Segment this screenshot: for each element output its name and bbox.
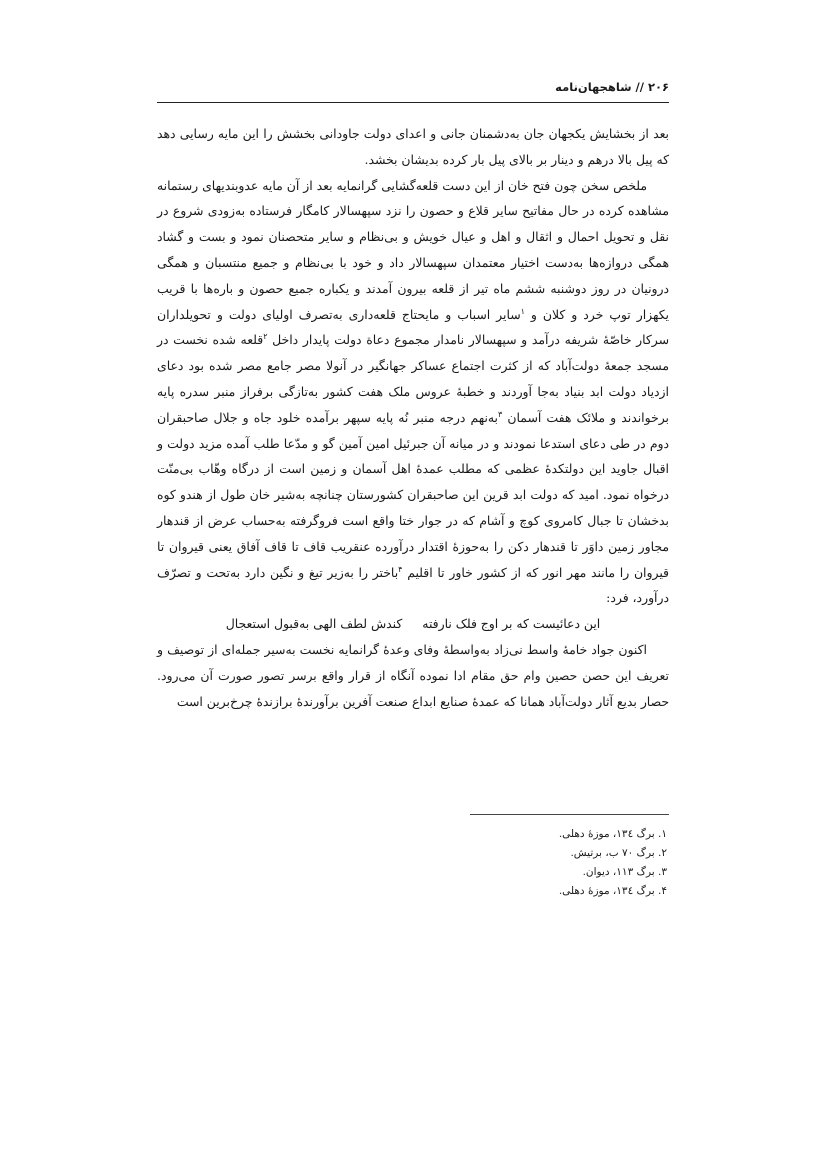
paragraph-2-part-a: ملخص سخن چون فتح خان از این دست قلعه‌گشایی گرانمایه بعد از آن مایه عدوبندیهای رستمانه مشاهده کرده در حال مفاتیح سایر قلاع و حصون را نزد سپهسالار کامگار فرستاده به‌زودی شروع در نقل و تحویل احمال و اثقال و اهل و عیال خویش و بی‌نظام و سایر متحصنان نمود و بست و گشاد همگی دروازه‌ها به‌دست اختیار معتمدان سپهسالار داد و خود با بی‌نظام و جمیع منتسبان و همگی درونیان در روز دوشنبه ششم ماه تیر از قلعه بیرون آمدند و یکباره جمیع حصون و باره‌ها با قریب یکهزار توپ خرد و کلان و <box>157 177 669 322</box>
paragraph-3: اکنون جواد خامهٔ واسط نی‌زاد به‌واسطهٔ وفای وعدهٔ گرانمایه نخست به‌سیر جمله‌ای از توصیف و تعریف این حصن حصین وام حق مقام ادا نموده آنگاه از قرار واقع برسر تصور صورت آن می‌رود. حصار بدیع آثار دولت‌آباد همانا که عمدهٔ صنایع ابداع صنعت آفرین برآورندهٔ برازندهٔ چرخ‌برین است <box>157 641 669 709</box>
paragraph-2-part-c: قلعه شده نخست در مسجد جمعهٔ دولت‌آباد که از کثرت اجتماع عساکر جهانگیر در آنولا مصر جامع مصر شده بود دعای ازدیاد دولت ابد بنیاد به‌جا آوردند و خطبهٔ عروس ملک هفت کشور به‌تازگی برفراز منبر سدره پایه برخواندند و ملائک هفت آسمان <box>157 332 669 425</box>
paragraph-2-part-d: به‌نهم درجه منبر نُه پایه سپهر برآمده خلود جاه و جلال صاحبقران دوم در طی دعای استدعا نمودند و در میانه آن جبرئیل امین آمین گو و مدّعا طلب آمده مزید دولت و اقبال جاوید این دولتکدهٔ عظمی که مطلب عمدهٔ اهل آسمان و زمین است از درگاه وهّاب بی‌منّت درخواه نمود. امید که دولت ابد قرین این صاحبقران کشورستان چنانچه به‌شیر خان طول از هندو کوه بدخشان تا جبال کامروی کوچ و آشام که در جوار ختا واقع است فروگرفته به‌حساب عرض از قندهار مجاور زمین داوَر تا قندهار دکن را به‌حوزهٔ اقتدار درآورده عنقریب قاف تا قاف آفاق یعنی قیروان تا قیروان را مانند مهر انور که از کشور خاور تا اقلیم <box>157 409 669 580</box>
paragraph-2-part-e: باختر را به‌زیر تیغ و نگین دارد به‌تحت و تصرّف درآورد، فرد: <box>157 564 669 606</box>
main-text <box>157 121 669 714</box>
footnote-ref-4: ۴ <box>398 564 403 574</box>
footnote-3: ۳. برگ ۱۱۳، دیوان. <box>582 866 667 878</box>
footnote-ref-3: ۳ <box>498 409 503 419</box>
paragraph-2-part-b: سایر اسباب و مایحتاج قلعه‌داری به‌تصرف اولیای دولت و تحویلداران سرکار خاصّهٔ شریفه درآمد و سپهسالار نامدار مجموع دعاة دولت پایدار داخل <box>157 306 669 348</box>
footnote-1: ۱. برگ ۱۳٤، موزهٔ دهلی. <box>558 828 667 840</box>
footnote-ref-1: ۱ <box>520 306 525 316</box>
footnote-ref-2: ۲ <box>263 332 268 342</box>
footnotes <box>157 825 669 901</box>
header-rule <box>157 102 669 103</box>
footnote-4: ۴. برگ ۱۳٤، موزهٔ دهلی. <box>558 885 667 897</box>
footnote-2: ۲. برگ ۷۰ ب، برتیش. <box>570 847 667 859</box>
paragraph-1: بعد از بخشایش یکجهان جان به‌دشمنان جانی و اعدای دولت جاودانی بخشش را این مایه رسایی دهد که پیل بالا درهم و دینار بر بالای پیل بار کرده بدیشان بخشد. <box>157 126 669 167</box>
footnote-rule <box>470 814 669 815</box>
verse-hemistich-1: این دعائیست که بر اوج فلک نارفته <box>422 616 601 632</box>
verse-hemistich-2: کندش لطف الهی به‌قبول استعجال <box>225 616 403 632</box>
running-header: ۲۰۶ // شاهجهان‌نامه <box>555 80 669 94</box>
paragraph-2 <box>157 173 669 612</box>
verse-line <box>157 611 669 637</box>
